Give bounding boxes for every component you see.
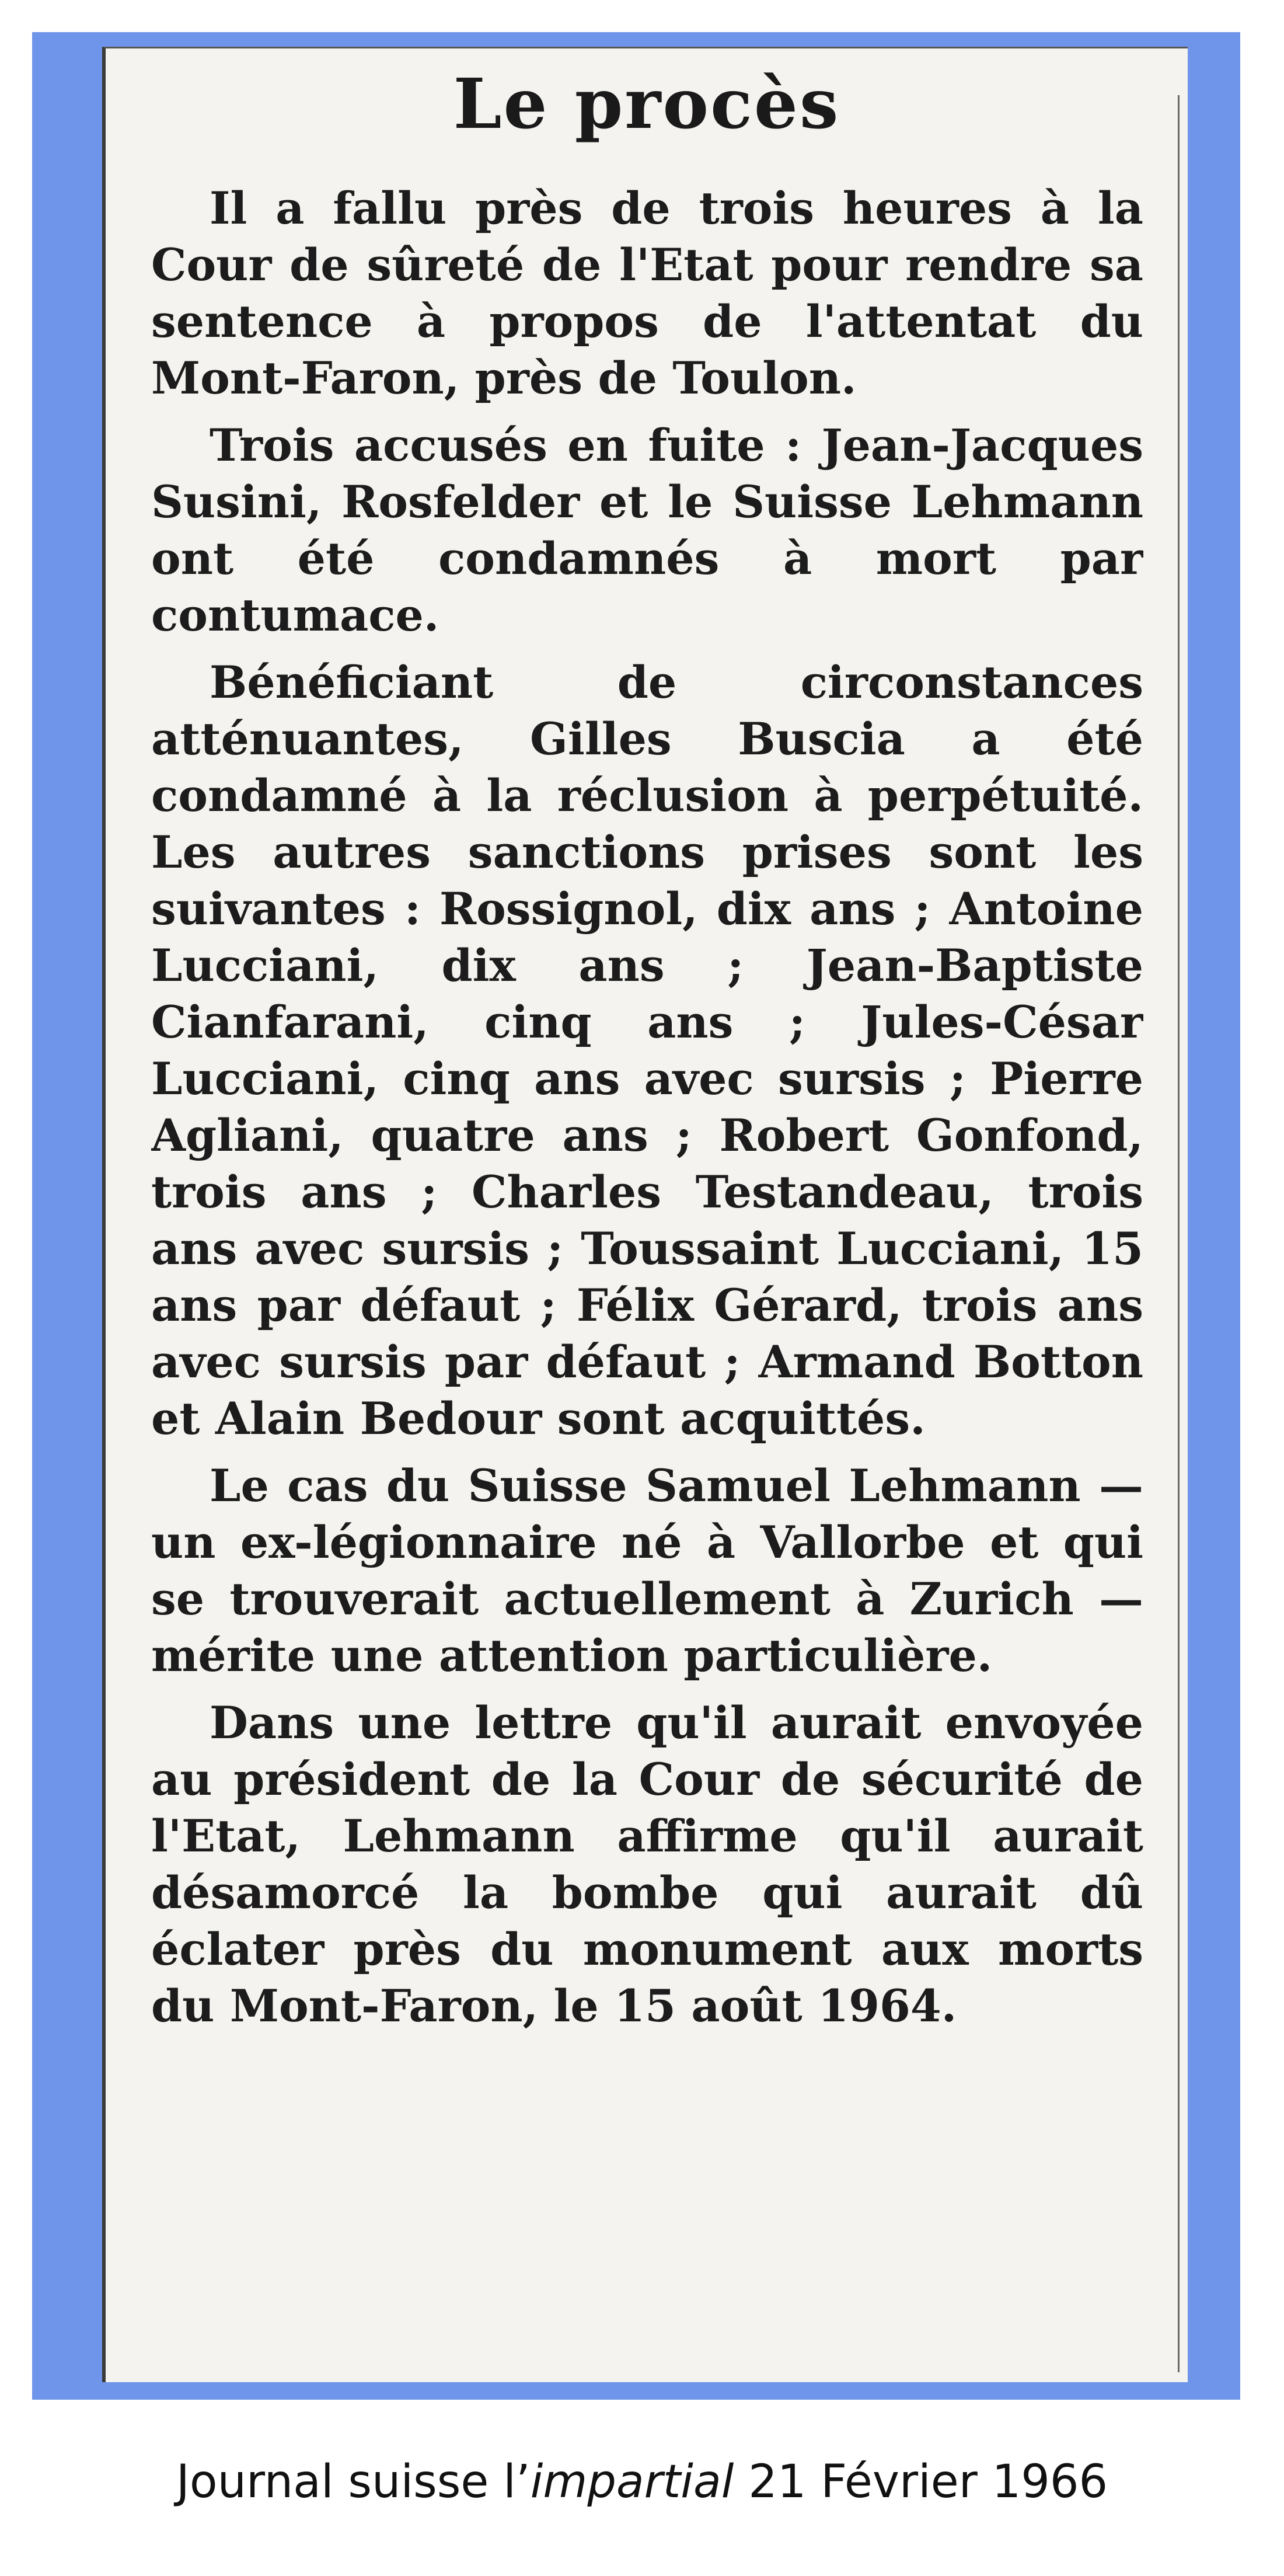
paragraph-lehmann-letter: Dans une lettre qu'il aurait envoyée au président de la Cour de sécurité de l'Etat, Lehmann affirme qu'il aurait désamorcé la bombe qui aurait dû éclater près du monument aux morts du Mont-Faron, le 15 août 1964.: [151, 1697, 1143, 2032]
caption-prefix: Journal suisse l’: [176, 2456, 531, 2508]
source-caption: [0, 2455, 1284, 2510]
article-body: [151, 180, 1143, 2375]
caption-journal-name: impartial: [530, 2456, 734, 2508]
newspaper-clipping: [102, 47, 1188, 2382]
paragraph-lehmann-case: Le cas du Suisse Samuel Lehmann — un ex-légionnaire né à Vallorbe et qui se trouverait actuellement à Zurich — mérite une attention particulière.: [151, 1460, 1143, 1682]
paragraph-death-sentences: Trois accusés en fuite : Jean-Jacques Susini, Rosfelder et le Suisse Lehmann ont été condamnés à mort par contumace.: [151, 419, 1143, 641]
paragraph-other-sanctions: Bénéficiant de circonstances atténuantes, Gilles Buscia a été condamné à la réclusion à perpétuité. Les autres sanctions prises sont les suivantes : Rossignol, dix ans ; Antoine Lucciani, dix ans ; Jean-Baptiste Cianfarani, cinq ans ; Jules-César Lucciani, cinq ans avec sursis ; Pierre Agliani, quatre ans ; Robert Gonfond, trois ans ; Charles Testandeau, trois ans avec sursis ; Toussaint Lucciani, 15 ans par défaut ; Félix Gérard, trois ans avec sursis par défaut ; Armand Botton et Alain Bedour sont acquittés.: [151, 656, 1143, 1444]
paragraph-verdict-time: Il a fallu près de trois heures à la Cour de sûreté de l'Etat pour rendre sa sentence à propos de l'attentat du Mont-Faron, près de Toulon.: [151, 182, 1143, 404]
headline: Le procès: [453, 63, 840, 144]
caption-date: 21 Février 1966: [734, 2456, 1108, 2508]
